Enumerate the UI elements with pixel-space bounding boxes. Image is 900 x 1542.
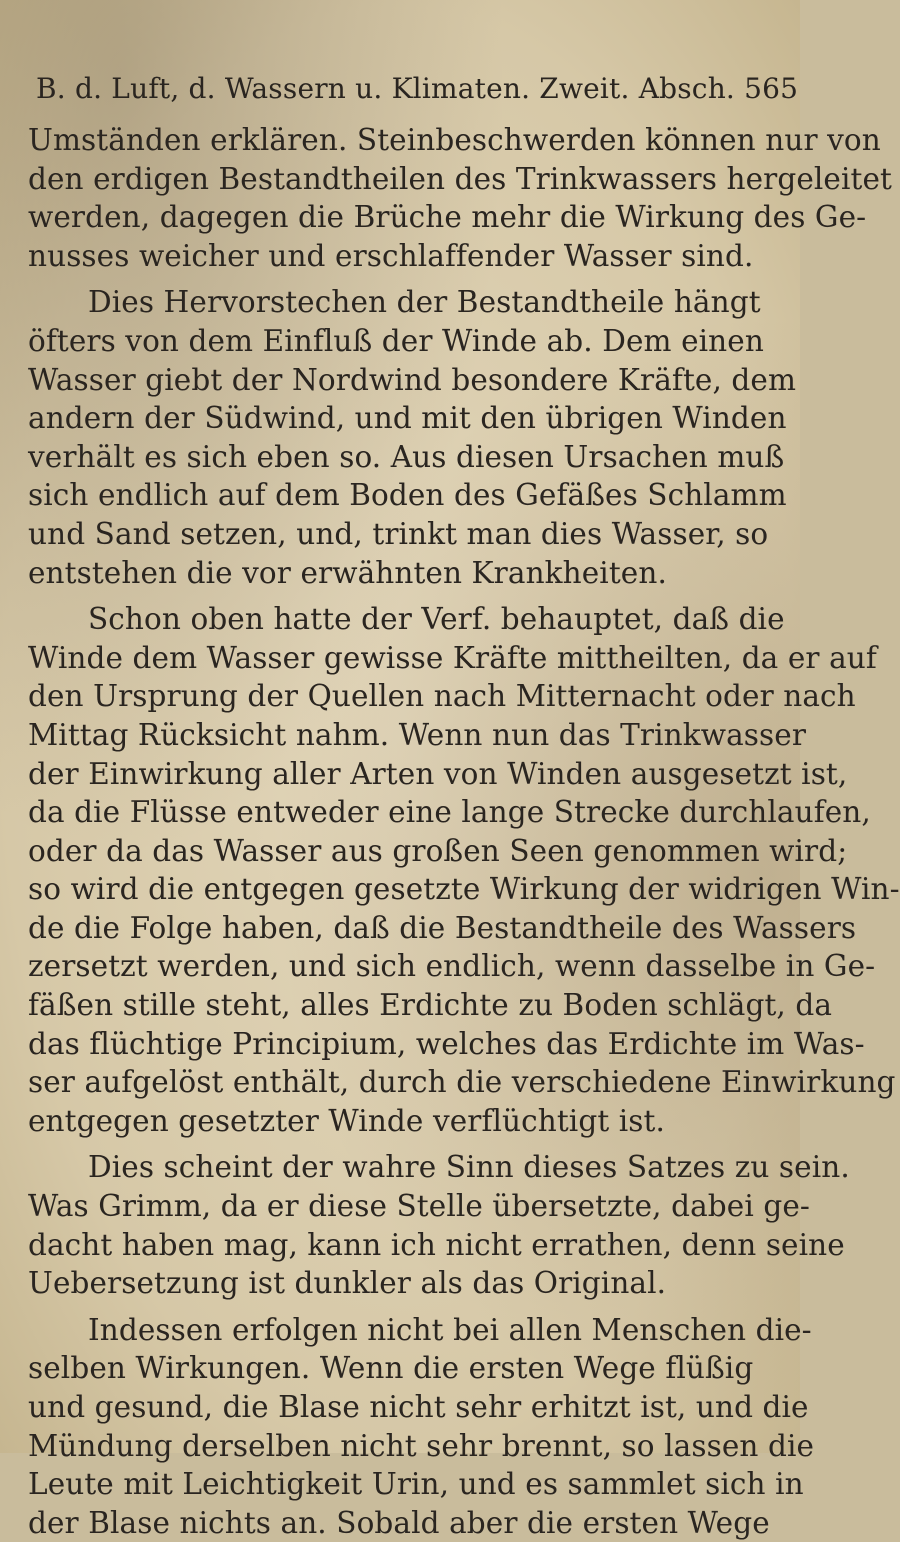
running-header: B. d. Luft, d. Wassern u. Klimaten. Zweit. Absch. 565 bbox=[36, 72, 799, 105]
text-line: sich endlich auf dem Boden des Gefäßes Schlamm bbox=[28, 478, 787, 513]
text-line: Leute mit Leichtigkeit Urin, und es sammlet sich in bbox=[28, 1467, 804, 1502]
text-line: entstehen die vor erwähnten Krankheiten. bbox=[28, 555, 667, 590]
body-text bbox=[28, 121, 900, 1542]
text-line: zersetzt werden, und sich endlich, wenn dasselbe in Ge- bbox=[28, 949, 876, 984]
text-line: fäßen stille steht, alles Erdichte zu Boden schlägt, da bbox=[28, 988, 833, 1023]
paragraph bbox=[28, 1311, 815, 1542]
paragraph bbox=[28, 121, 892, 275]
text-line: Winde dem Wasser gewisse Kräfte mittheilten, da er auf bbox=[28, 640, 877, 675]
text-line: Indessen erfolgen nicht bei allen Menschen die- bbox=[88, 1312, 812, 1347]
text-line: selben Wirkungen. Wenn die ersten Wege flüßig bbox=[28, 1351, 754, 1386]
text-line: andern der Südwind, und mit den übrigen Winden bbox=[28, 401, 787, 436]
text-line: Uebersetzung ist dunkler als das Original. bbox=[28, 1266, 667, 1301]
text-line: de die Folge haben, daß die Bestandtheile des Wassers bbox=[28, 910, 857, 945]
text-line: dacht haben mag, kann ich nicht errathen, denn seine bbox=[28, 1227, 845, 1262]
text-line: so wird die entgegen gesetzte Wirkung der widrigen Win- bbox=[28, 872, 900, 907]
text-line: Umständen erklären. Steinbeschwerden können nur von bbox=[28, 123, 881, 157]
text-line: entgegen gesetzter Winde verflüchtigt ist. bbox=[28, 1103, 665, 1138]
text-line: und gesund, die Blase nicht sehr erhitzt ist, und die bbox=[28, 1390, 809, 1424]
text-line: verhält es sich eben so. Aus diesen Ursachen muß bbox=[28, 439, 785, 474]
text-line: ser aufgelöst enthält, durch die verschiedene Einwirkung bbox=[28, 1065, 896, 1100]
text-line: der Einwirkung aller Arten von Winden ausgesetzt ist, bbox=[28, 756, 848, 791]
paragraph-gap bbox=[28, 275, 736, 283]
paragraph-gap bbox=[28, 592, 736, 600]
text-line: und Sand setzen, und, trinkt man dies Wasser, so bbox=[28, 516, 769, 551]
text-line: Was Grimm, da er diese Stelle übersetzte, dabei ge- bbox=[28, 1189, 810, 1224]
paragraph-gap bbox=[28, 1140, 736, 1148]
text-line: Dies Hervorstechen der Bestandtheile hängt bbox=[88, 285, 761, 320]
paragraph-gap bbox=[28, 1303, 736, 1311]
text-line: den erdigen Bestandtheilen des Trinkwassers hergeleitet bbox=[28, 161, 892, 196]
text-line: Mündung derselben nicht sehr brennt, so lassen die bbox=[28, 1428, 815, 1463]
text-line: Mittag Rücksicht nahm. Wenn nun das Trinkwasser bbox=[28, 717, 807, 752]
paragraph bbox=[28, 600, 900, 1140]
text-line: oder da das Wasser aus großen Seen genommen wird; bbox=[28, 833, 848, 868]
paragraph bbox=[28, 283, 797, 592]
text-line: da die Flüsse entweder eine lange Strecke durchlaufen, bbox=[28, 795, 871, 830]
text-line: nusses weicher und erschlaffender Wasser sind. bbox=[28, 238, 754, 273]
paragraph bbox=[28, 1148, 850, 1302]
text-line: den Ursprung der Quellen nach Mitternacht oder nach bbox=[28, 679, 856, 714]
text-line: Dies scheint der wahre Sinn dieses Satzes zu sein. bbox=[88, 1150, 850, 1185]
text-line: werden, dagegen die Brüche mehr die Wirkung des Ge- bbox=[28, 200, 867, 235]
text-line: Schon oben hatte der Verf. behauptet, daß die bbox=[88, 602, 785, 637]
text-line: öfters von dem Einfluß der Winde ab. Dem einen bbox=[28, 323, 764, 358]
text-line: der Blase nichts an. Sobald aber die ersten Wege bbox=[28, 1505, 770, 1540]
text-line: Wasser giebt der Nordwind besondere Kräfte, dem bbox=[28, 362, 797, 397]
text-line: das flüchtige Principium, welches das Erdichte im Was- bbox=[28, 1026, 865, 1061]
